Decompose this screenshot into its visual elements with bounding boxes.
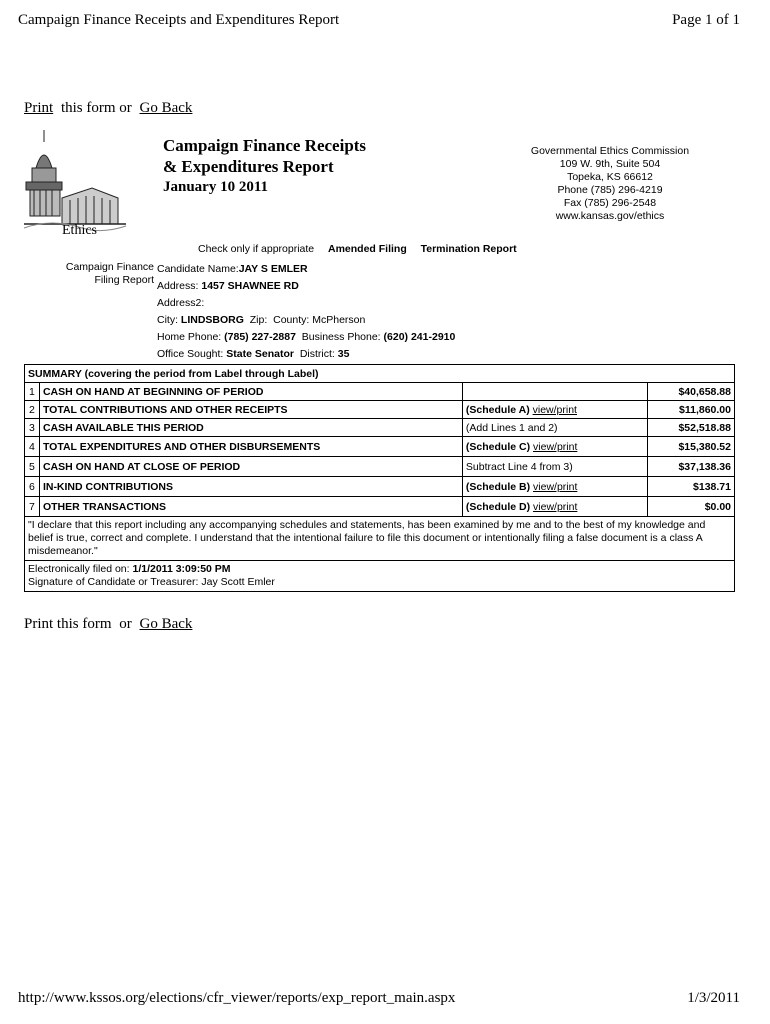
agency-web: www.kansas.gov/ethics [555,210,665,222]
line-schedule [462,383,647,401]
ethics-logo [22,128,130,236]
line-amount: $52,518.88 [648,419,735,437]
zip-label: Zip: [249,314,268,326]
summary-row [25,383,735,401]
office-value: State Senator [226,348,294,360]
go-back-link[interactable]: Go Back [139,100,193,116]
footer-date: 1/3/2011 [687,990,740,1006]
termination-label: Termination Report [420,243,517,255]
report-label-line2: Filing Report [94,274,154,286]
line-amount: $138.71 [648,477,735,497]
business-phone-value: (620) 241-2910 [383,331,456,343]
line-amount: $15,380.52 [648,437,735,457]
line-description: CASH AVAILABLE THIS PERIOD [39,419,462,437]
report-label [54,261,154,287]
summary-row [25,497,735,517]
schedule-label: (Schedule B) [465,480,531,493]
signature-row [28,576,731,589]
summary-row [25,419,735,437]
district-value: 35 [337,348,350,360]
line-description: IN-KIND CONTRIBUTIONS [39,477,462,497]
view-print-link[interactable]: view/print [533,480,578,493]
signature-value: Jay Scott Emler [201,576,275,588]
agency-fax: Fax (785) 296-2548 [563,197,657,209]
line-description: OTHER TRANSACTIONS [39,497,462,517]
report-label-line1: Campaign Finance [65,261,154,273]
line-schedule [462,401,647,419]
address2-row [157,295,455,312]
line-schedule [462,497,647,517]
summary-row [25,477,735,497]
agency-street: 109 W. 9th, Suite 504 [559,158,661,170]
filing-type-checks [198,243,517,255]
line-schedule [462,477,647,497]
county-label: County: [273,314,310,326]
candidate-details [157,261,455,363]
address-row [157,278,455,295]
filed-row [28,563,731,576]
agency-name: Governmental Ethics Commission [530,145,690,157]
amended-label: Amended Filing [328,243,407,255]
line-amount: $37,138.36 [648,457,735,477]
city-row [157,312,455,329]
page-header-title: Campaign Finance Receipts and Expenditures Report [18,12,340,28]
home-phone-value: (785) 227-2887 [224,331,296,343]
filed-value: 1/1/2011 3:09:50 PM [132,563,231,575]
print-link[interactable]: Print [24,100,54,116]
nav-top [24,100,192,117]
view-print-link[interactable]: view/print [532,403,577,416]
logo-text: Ethics [62,223,97,236]
summary-row [25,457,735,477]
city-value: LINDSBORG [180,314,244,326]
schedule-label: (Schedule D) [465,500,531,513]
go-back-link-bottom[interactable]: Go Back [139,616,193,632]
report-date: January 10 2011 [163,179,269,195]
summary-row [25,437,735,457]
phone-row [157,329,455,346]
line-description: CASH ON HAND AT CLOSE OF PERIOD [39,457,462,477]
nav-bottom [24,616,192,633]
line-amount: $11,860.00 [648,401,735,419]
office-row [157,346,455,363]
county-value: McPherson [312,314,366,326]
report-title [163,135,366,198]
schedule-label: (Schedule A) [465,403,530,416]
declaration-text: "I declare that this report including any accompanying schedules and statements, has been examined by me and to the best of my knowledge and belief is true, correct and complete. I understand that the intentional failure to file this document or intentionally filing a false document is a class A misdemeanor." [25,517,735,561]
filing-info [25,561,735,592]
candidate-name-label: Candidate Name: [157,263,239,275]
filed-label: Electronically filed on: [28,563,130,575]
nav-bottom-text: or [119,616,132,632]
line-number: 6 [25,477,40,497]
business-phone-label: Business Phone: [301,331,381,343]
line-schedule [462,419,647,437]
summary-row [25,401,735,419]
footer-url: http://www.kssos.org/elections/cfr_viewer/reports/exp_report_main.aspx [18,990,456,1006]
line-description: TOTAL CONTRIBUTIONS AND OTHER RECEIPTS [39,401,462,419]
line-amount: $0.00 [648,497,735,517]
line-number: 1 [25,383,40,401]
page-number: Page 1 of 1 [672,12,740,28]
line-number: 7 [25,497,40,517]
line-number: 2 [25,401,40,419]
line-number: 5 [25,457,40,477]
schedule-label: (Schedule C) [465,440,531,453]
termination-checkbox[interactable] [410,243,418,253]
line-description: CASH ON HAND AT BEGINNING OF PERIOD [39,383,462,401]
candidate-name: JAY S EMLER [238,263,308,275]
line-schedule [462,457,647,477]
agency-city: Topeka, KS 66612 [567,171,653,183]
agency-phone: Phone (785) 296-4219 [557,184,663,196]
line-number: 4 [25,437,40,457]
schedule-label: Subtract Line 4 from 3) [465,460,573,473]
address-label: Address: [157,280,199,292]
summary-table [24,364,735,592]
report-title-line1: Campaign Finance Receipts [163,136,367,155]
nav-top-text: this form or [60,100,132,116]
signature-label: Signature of Candidate or Treasurer: [28,576,199,588]
check-prompt: Check only if appropriate [198,243,315,255]
candidate-name-row [157,261,455,278]
line-number: 3 [25,419,40,437]
schedule-label: (Add Lines 1 and 2) [465,421,558,434]
view-print-link[interactable]: view/print [533,440,578,453]
home-phone-label: Home Phone: [157,331,222,343]
district-label: District: [299,348,335,360]
report-title-line2: & Expenditures Report [163,157,334,176]
view-print-link[interactable]: view/print [533,500,578,513]
city-label: City: [157,314,178,326]
summary-heading: SUMMARY (covering the period from Label through Label) [25,365,735,383]
line-description: TOTAL EXPENDITURES AND OTHER DISBURSEMENTS [39,437,462,457]
address-value: 1457 SHAWNEE RD [201,280,299,292]
line-schedule [462,437,647,457]
amended-checkbox[interactable] [317,243,325,253]
office-label: Office Sought: [157,348,224,360]
agency-address [505,145,715,223]
print-form-text: Print this form [24,616,112,632]
line-amount: $40,658.88 [648,383,735,401]
address2-label: Address2: [157,297,205,309]
